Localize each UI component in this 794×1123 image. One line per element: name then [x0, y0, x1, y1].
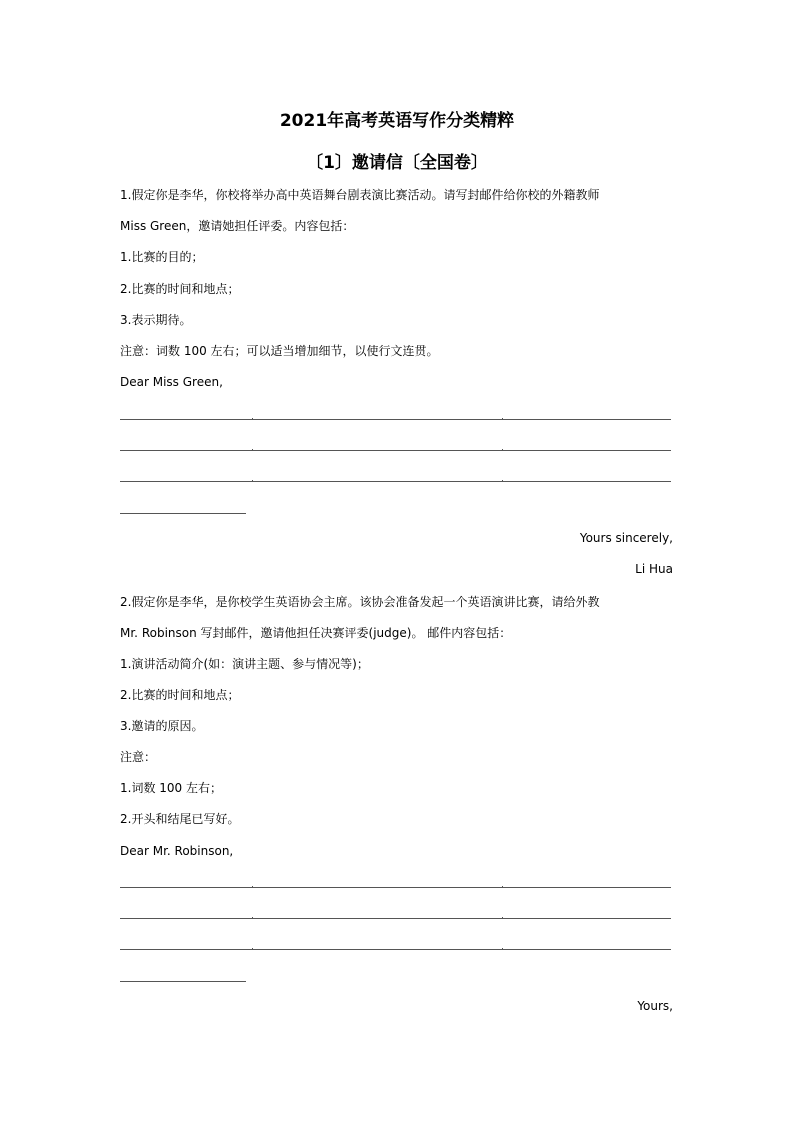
task1-item-1: 1.比赛的目的； — [120, 250, 204, 264]
page-title: 2021年高考英语写作分类精粹 — [279, 111, 515, 131]
task1-prompt-line2: Miss Green，邀请她担任评委。内容包括： — [120, 219, 355, 233]
line-tick — [502, 418, 503, 420]
task1-item-2: 2.比赛的时间和地点； — [120, 282, 240, 296]
answer-line — [120, 450, 671, 451]
line-tick — [252, 418, 253, 420]
line-tick — [502, 948, 503, 950]
line-tick — [252, 480, 253, 482]
answer-line — [120, 949, 671, 950]
task1-signature: Li Hua — [635, 562, 673, 576]
task1-item-3: 3.表示期待。 — [120, 313, 192, 327]
line-tick — [502, 449, 503, 451]
answer-line — [120, 887, 671, 888]
line-tick — [502, 480, 503, 482]
line-tick — [502, 886, 503, 888]
line-tick — [252, 886, 253, 888]
line-tick — [252, 948, 253, 950]
task2-note-2: 2.开头和结尾已写好。 — [120, 812, 240, 826]
answer-line — [120, 918, 671, 919]
task1-note: 注意：词数 100 左右；可以适当增加细节，以使行文连贯。 — [120, 344, 439, 358]
line-tick — [252, 449, 253, 451]
line-tick — [502, 917, 503, 919]
line-tick — [252, 917, 253, 919]
task1-greeting: Dear Miss Green, — [120, 375, 223, 389]
task1-closing: Yours sincerely, — [579, 531, 673, 545]
task2-note-label: 注意： — [120, 750, 157, 764]
task2-prompt-line1: 2.假定你是李华，是你校学生英语协会主席。该协会准备发起一个英语演讲比赛，请给外教 — [120, 595, 600, 609]
task2-prompt-line2: Mr. Robinson 写封邮件，邀请他担任决赛评委(judge)。 邮件内容包括： — [120, 626, 512, 640]
task2-closing: Yours, — [637, 999, 673, 1013]
task2-note-1: 1.词数 100 左右； — [120, 781, 222, 795]
answer-line — [120, 481, 671, 482]
answer-line — [120, 981, 246, 982]
task2-greeting: Dear Mr. Robinson, — [120, 844, 234, 858]
section-heading: 〔1〕邀请信〔全国卷〕 — [306, 153, 488, 173]
task2-item-1: 1.演讲活动简介(如：演讲主题、参与情况等)； — [120, 657, 369, 671]
answer-line — [120, 419, 671, 420]
task2-item-3: 3.邀请的原因。 — [120, 719, 204, 733]
task1-prompt-line1: 1.假定你是李华，你校将举办高中英语舞台剧表演比赛活动。请写封邮件给你校的外籍教师 — [120, 188, 600, 202]
answer-line — [120, 513, 246, 514]
task2-item-2: 2.比赛的时间和地点； — [120, 688, 240, 702]
